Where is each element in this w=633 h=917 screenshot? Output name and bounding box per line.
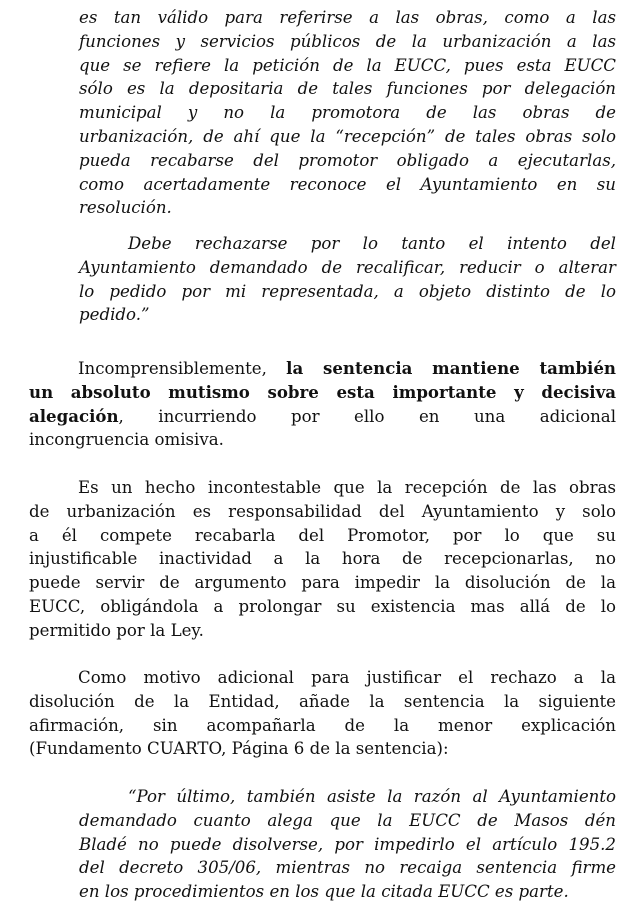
text-run: Incomprensiblemente, bbox=[78, 359, 287, 378]
text-line: Debe rechazarse por lo tanto el intento del bbox=[128, 234, 616, 253]
text-line: que se refiere la petición de la EUCC, pues esta EUCC bbox=[79, 55, 616, 75]
text-line: puede servir de argumento para impedir la disolución de la bbox=[29, 573, 616, 593]
text-line: incongruencia omisiva. bbox=[29, 430, 224, 450]
text-line: como acertadamente reconoce el Ayuntamiento en su bbox=[79, 174, 616, 194]
text-line: Es un hecho incontestable que la recepción de las obras bbox=[78, 478, 616, 497]
text-line: de urbanización es responsabilidad del Ayuntamiento y solo bbox=[29, 501, 616, 521]
text-line bbox=[29, 381, 616, 405]
text-run: , incurriendo por ello en una adicional bbox=[118, 406, 616, 426]
text-line: del decreto 305/06, mientras no recaiga sentencia firme bbox=[79, 858, 616, 878]
text-line: Bladé no puede disolverse, por impedirlo el artículo 195.2 bbox=[79, 834, 616, 854]
text-line: permitido por la Ley. bbox=[29, 620, 204, 640]
paragraph-motivo-adicional bbox=[29, 666, 616, 761]
text-line: Como motivo adicional para justificar el rechazo a la bbox=[78, 668, 616, 687]
text-line: demandado cuanto alega que la EUCC de Masos dén bbox=[79, 810, 616, 830]
text-line: funciones y servicios públicos de la urbanización a las bbox=[79, 31, 616, 51]
quote-debe-rechazarse bbox=[79, 232, 616, 327]
text-line: municipal y no la promotora de las obras de bbox=[79, 103, 616, 123]
text-line: Ayuntamiento demandado de recalificar, reducir o alterar bbox=[79, 257, 616, 277]
paragraph-hecho-incontestable bbox=[29, 476, 616, 643]
text-line: urbanización, de ahí que la “recepción” de tales obras solo bbox=[79, 126, 616, 146]
text-line bbox=[29, 357, 616, 381]
text-line: a él compete recabarla del Promotor, por lo que su bbox=[29, 525, 616, 545]
text-line: disolución de la Entidad, añade la sentencia la siguiente bbox=[29, 691, 616, 711]
text-line: lo pedido por mi representada, a objeto distinto de lo bbox=[79, 281, 616, 301]
text-line: afirmación, sin acompañarla de la menor explicación bbox=[29, 715, 616, 735]
text-line bbox=[29, 405, 616, 429]
text-line: es tan válido para referirse a las obras, como a las bbox=[79, 8, 616, 27]
quote-por-ultimo bbox=[79, 785, 616, 904]
text-line: (Fundamento CUARTO, Página 6 de la sentencia): bbox=[29, 739, 449, 759]
bold-run: un absoluto mutismo sobre esta importante y decisiva bbox=[29, 381, 616, 402]
text-line: resolución. bbox=[79, 198, 172, 218]
quote-continuation bbox=[79, 6, 616, 220]
text-line: pueda recabarse del promotor obligado a ejecutarlas, bbox=[79, 150, 616, 170]
bold-run: la sentencia mantiene también bbox=[286, 358, 616, 378]
text-line: injustificable inactividad a la hora de recepcionarlas, no bbox=[29, 549, 616, 569]
text-line: “Por último, también asiste la razón al Ayuntamiento bbox=[128, 787, 616, 806]
bold-run: alegación bbox=[29, 405, 119, 426]
paragraph-incomprensiblemente bbox=[29, 357, 616, 452]
text-line: sólo es la depositaria de tales funciones por delegación bbox=[79, 79, 616, 99]
text-line: pedido.” bbox=[79, 305, 150, 325]
text-line: en los procedimientos en los que la citada EUCC es parte. bbox=[79, 882, 569, 902]
text-line: EUCC, obligándola a prolongar su existencia mas allá de lo bbox=[29, 596, 616, 616]
